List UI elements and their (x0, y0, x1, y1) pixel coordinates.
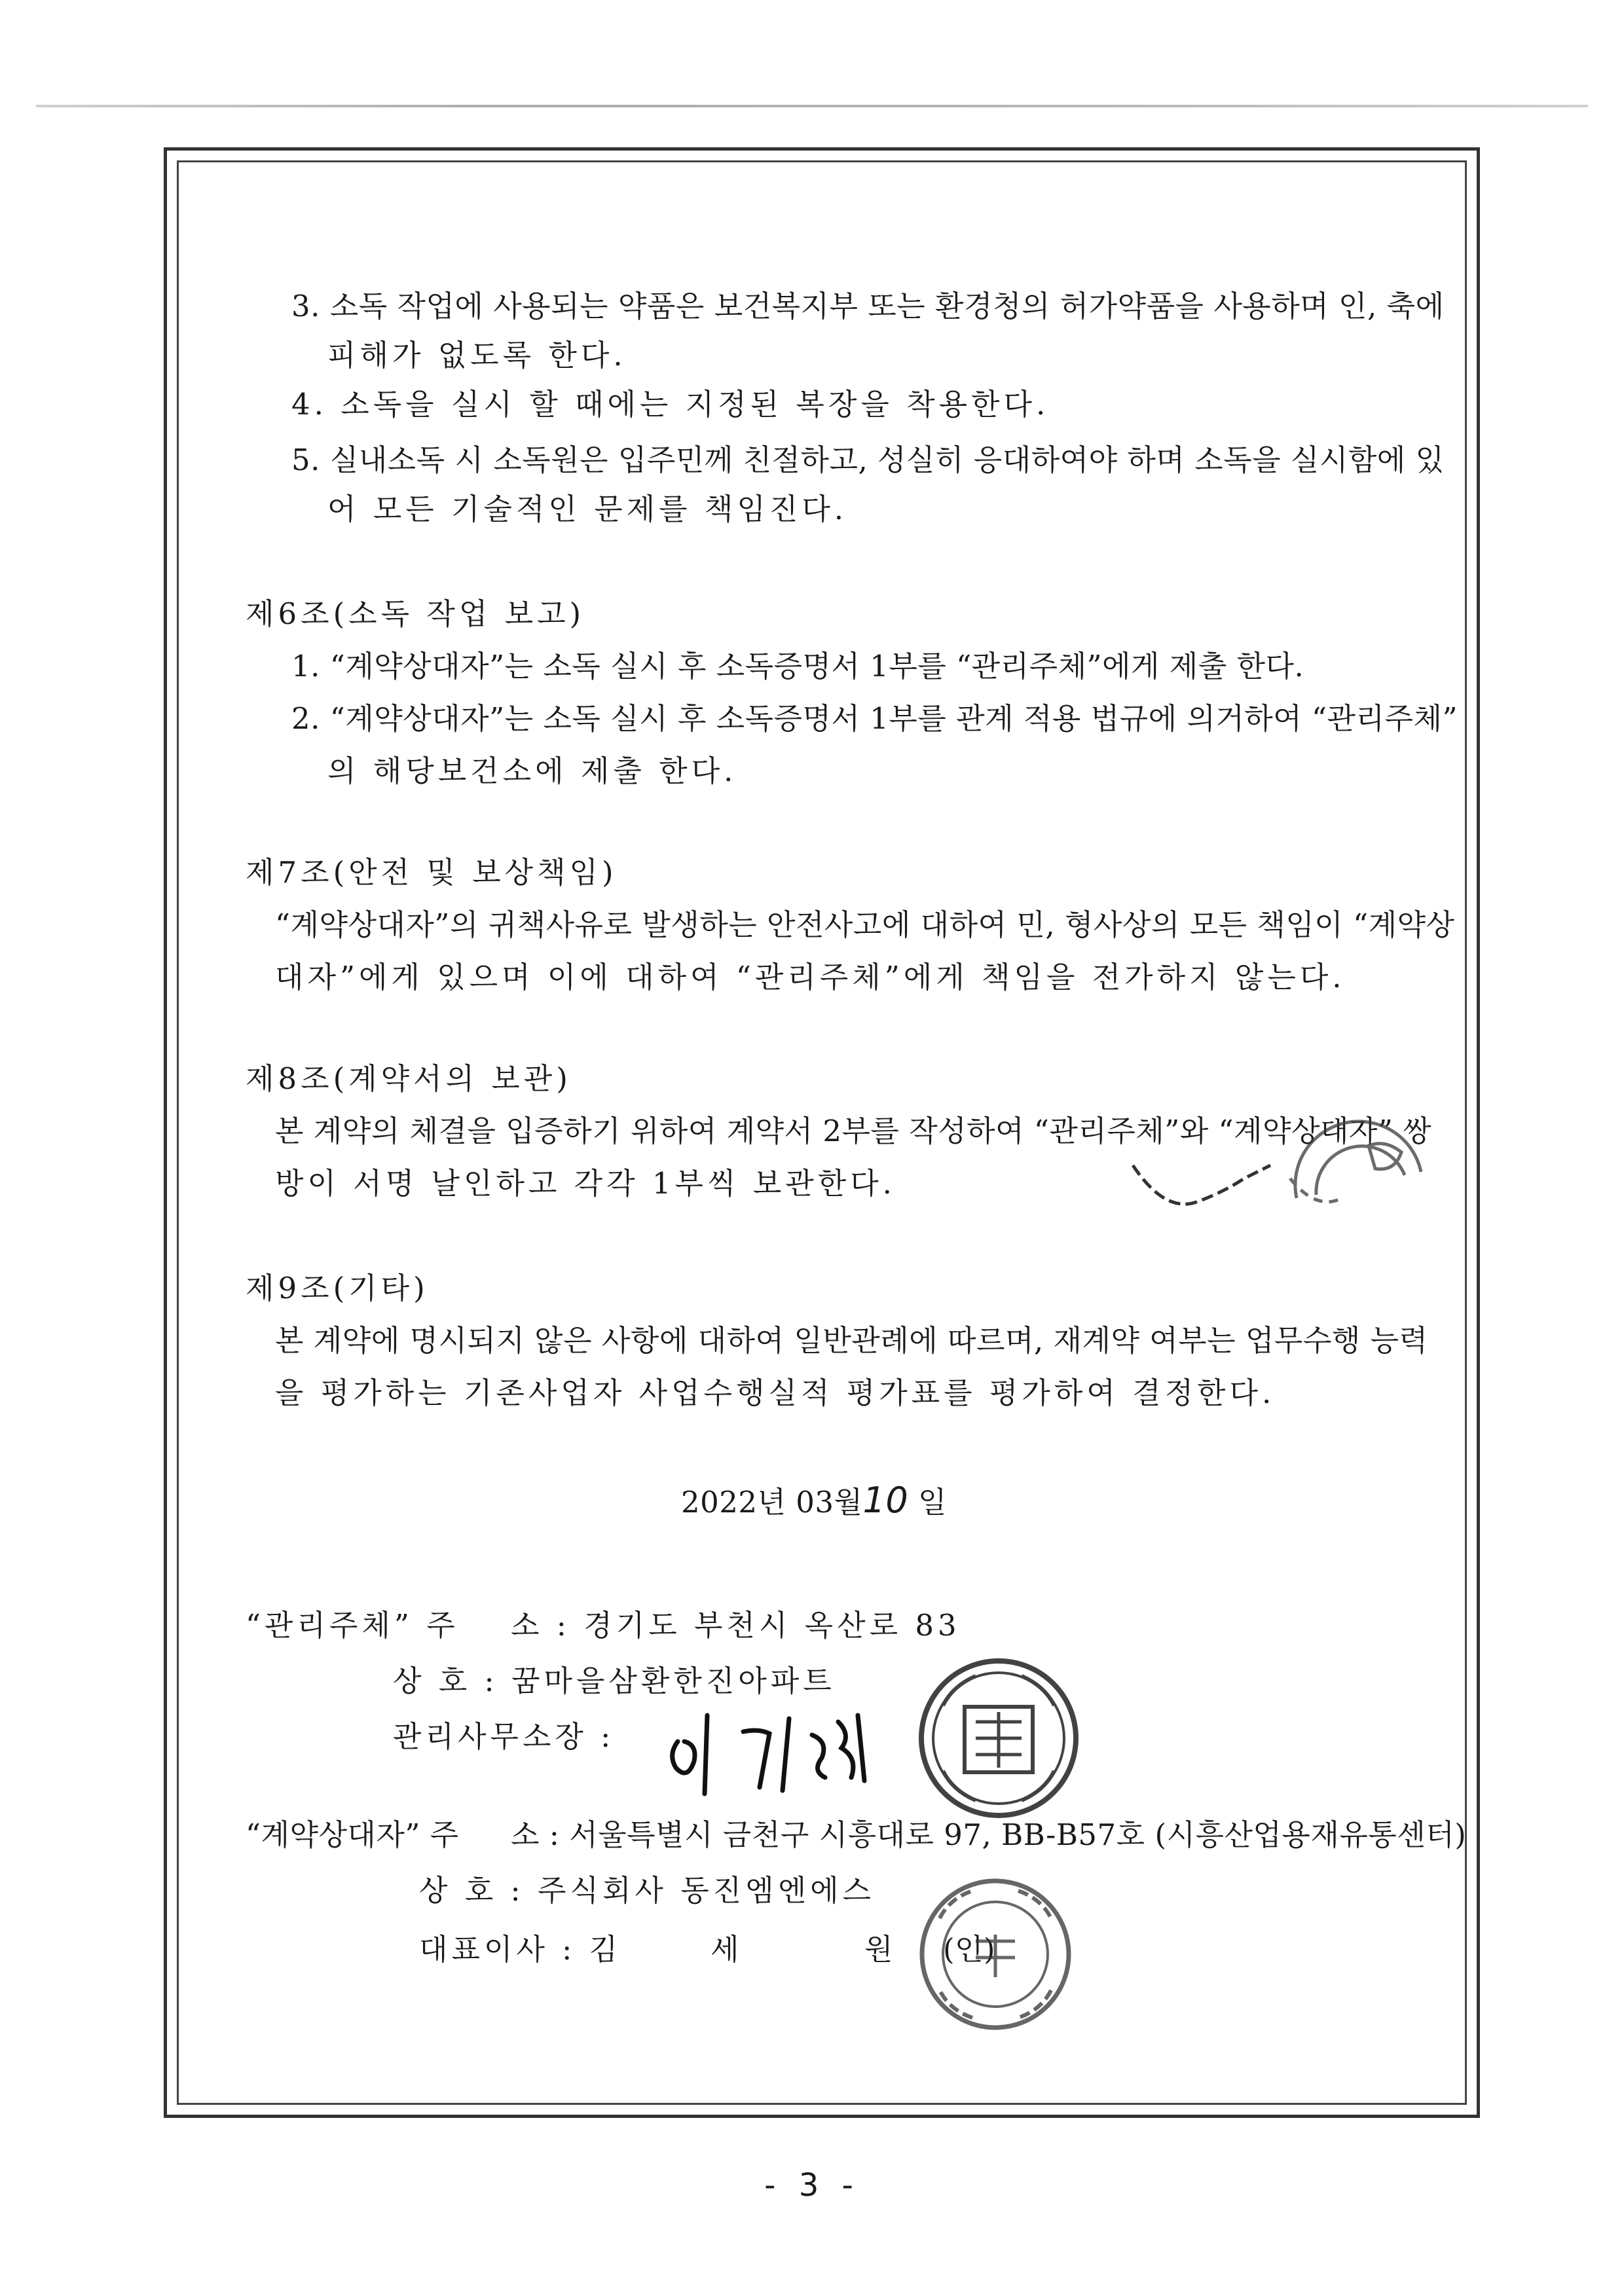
contract-date (681, 1480, 948, 1521)
article-9-title: 제9조(기타) (246, 1271, 429, 1305)
clause-6-2: 2. “계약상대자”는 소독 실시 후 소독증명서 1부를 관계 적용 법규에 의거하여 “관리주체” (291, 701, 1458, 736)
article-7-title: 제7조(안전 및 보상책임) (246, 855, 618, 890)
article-7-text-cont: 대자”에게 있으며 이에 대하여 “관리주체”에게 책임을 전가하지 않는다. (275, 960, 1346, 994)
article-9-text: 본 계약에 명시되지 않은 사항에 대하여 일반관례에 따르며, 재계약 여부는 업무수행 능력 (275, 1323, 1428, 1358)
article-9-text-cont: 을 평가하는 기존사업자 사업수행실적 평가표를 평가하여 결정한다. (275, 1376, 1276, 1410)
clause-5-3-cont: 피해가 없도록 한다. (327, 338, 627, 373)
page-number: - 3 - (764, 2167, 860, 2204)
clause-6-2-cont: 의 해당보건소에 제출 한다. (327, 754, 737, 788)
party1-name (393, 1666, 836, 1696)
article-8-title: 제8조(계약서의 보관) (246, 1061, 572, 1096)
party1-name-label: 상 호 : (393, 1664, 512, 1698)
date-prefix: 2022년 03월 (681, 1485, 863, 1520)
party1-role: “관리주체” 주 (246, 1608, 459, 1643)
scan-artifact-line (36, 105, 1588, 107)
article-8-text-cont: 방이 서명 날인하고 각각 1부씩 보관한다. (275, 1166, 896, 1201)
party1-address-value: 경기도 부천시 옥산로 83 (583, 1608, 961, 1643)
party1-handwritten-signature-icon (661, 1696, 884, 1807)
party2-company-seal-icon (913, 1872, 1077, 2036)
clause-5-4: 4. 소독을 실시 할 때에는 지정된 복장을 착용한다. (291, 387, 1050, 422)
article-7-text: “계약상대자”의 귀책사유로 발생하는 안전사고에 대하여 민, 형사상의 모든 책임이 “계약상 (275, 907, 1455, 942)
clause-5-5-cont: 어 모든 기술적인 문제를 책임진다. (327, 492, 848, 526)
clause-6-1: 1. “계약상대자”는 소독 실시 후 소독증명서 1부를 “관리주체”에게 제출 한다. (291, 649, 1304, 683)
article-6-title: 제6조(소독 작업 보고) (246, 596, 585, 631)
date-suffix: 일 (908, 1485, 948, 1520)
party1-address-label: 소 : (511, 1608, 584, 1643)
party1-rep-label: 관리사무소장 : (393, 1719, 615, 1754)
party2-role: “계약상대자” 주 (246, 1817, 459, 1852)
party1-official-seal-icon (913, 1653, 1084, 1823)
party2-rep-last: 원 (864, 1932, 893, 1967)
contractor-seal-partial-icon (1270, 1106, 1447, 1224)
article-8-text: 본 계약의 체결을 입증하기 위하여 계약서 2부를 작성하여 “관리주체”와 “계약상대자” 쌍 (275, 1114, 1432, 1148)
party2-in-mark: (인) (943, 1932, 996, 1967)
party2-name-label: 상 호 : (419, 1873, 538, 1908)
party1-address (511, 1608, 961, 1643)
party2-rep-label: 대표이사 : 김 (419, 1932, 622, 1967)
party2-rep-mid: 세 (710, 1932, 739, 1967)
party2-name-value: 주식회사 동진엠엔에스 (538, 1873, 876, 1908)
party1-name-value: 꿈마을삼환한진아파트 (511, 1664, 836, 1698)
clause-5-3: 3. 소독 작업에 사용되는 약품은 보건복지부 또는 환경청의 허가약품을 사용하며 인, 축에 (291, 289, 1445, 323)
party2-address: 소 : 서울특별시 금천구 시흥대로 97, BB-B57호 (시흥산업용재유통센터) (511, 1817, 1467, 1852)
signature-stroke-fragment-icon (1126, 1152, 1277, 1224)
clause-5-5: 5. 실내소독 시 소독원은 입주민께 친절하고, 성실히 응대하여야 하며 소독을 실시함에 있 (291, 443, 1445, 477)
party2-name (419, 1873, 876, 1908)
date-day-handwritten: 10 (862, 1480, 909, 1521)
